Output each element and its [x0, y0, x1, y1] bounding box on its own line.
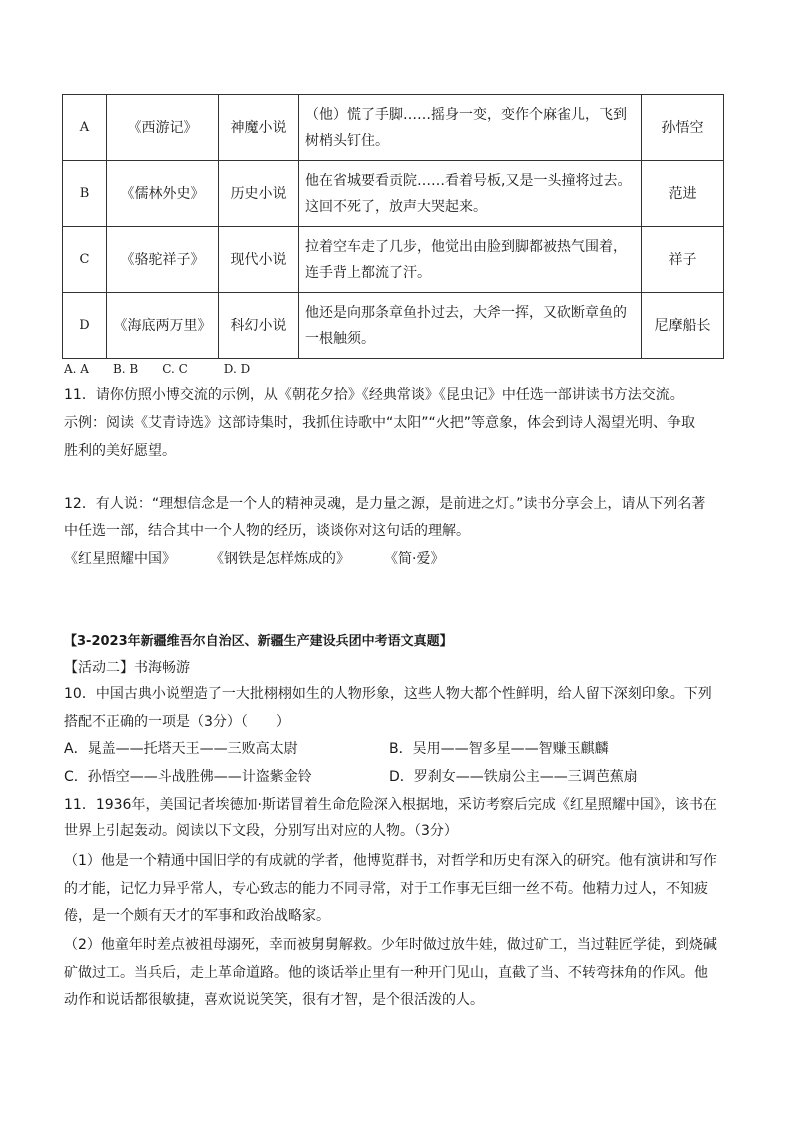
- q11b-prompt: 11．1936年，美国记者埃德加·斯诺冒着生命危险深入根据地，采访考察后完成《红星照耀中国》，该书在: [64, 797, 717, 813]
- section-title: 【3-2023年新疆维吾尔自治区、新疆生产建设兵团中考语文真题】: [64, 634, 453, 649]
- excerpt-line: 连手背上都流了汗。: [305, 264, 431, 281]
- genre: 科幻小说: [219, 293, 299, 359]
- q11-example-cont: 胜利的美好愿望。: [64, 443, 176, 459]
- excerpt-line: 拉着空车走了几步，他觉出由脸到脚都被热气围着，: [305, 238, 627, 255]
- genre: 神魔小说: [219, 95, 299, 161]
- activity-heading: 【活动二】书海畅游: [64, 660, 190, 676]
- table-row: [63, 161, 724, 227]
- passage-2-line: 动作和说话都很敏捷，喜欢说说笑笑，很有才智，是个很活泼的人。: [64, 992, 484, 1008]
- option-letter: A: [63, 95, 107, 161]
- character: 范进: [642, 161, 724, 227]
- table-row: [63, 95, 724, 161]
- option-letter: C: [63, 227, 107, 293]
- excerpt-line: （他）慌了手脚……摇身一变，变作个麻雀儿，飞到: [305, 106, 627, 123]
- q11-example: 示例：阅读《艾青诗选》这部诗集时，我抓住诗歌中“太阳”“火把”等意象，体会到诗人渴望光明、争取: [64, 415, 696, 431]
- q10-option-a: A．晁盖——托塔天王——三败高太尉: [64, 741, 298, 757]
- excerpt-line: 他在省城要看贡院……看着号板,又是一头撞将过去。: [305, 172, 632, 189]
- passage-2-line: （2）他童年时差点被祖母溺死，幸而被舅舅解救。少年时做过放牛娃，做过矿工，当过鞋匠学徒，到烧碱: [64, 937, 717, 953]
- option-letter: B: [63, 161, 107, 227]
- genre: 历史小说: [219, 161, 299, 227]
- q12-book: 《红星照耀中国》: [64, 551, 176, 567]
- excerpt-line: 这回不死了，放声大哭起来。: [305, 198, 487, 215]
- excerpt: [299, 161, 642, 227]
- work-title: 《骆驼祥子》: [107, 227, 219, 293]
- passage-1-line: （1）他是一个精通中国旧学的有成就的学者，他博览群书，对哲学和历史有深入的研究。他有演讲和写作: [64, 853, 717, 869]
- q11-prompt: 11．请你仿照小博交流的示例，从《朝花夕拾》《经典常谈》《昆虫记》中任选一部讲读书方法交流。: [64, 387, 684, 403]
- q12-prompt: 12．有人说：“理想信念是一个人的精神灵魂，是力量之源，是前进之灯。”读书分享会上，请从下列名著: [64, 496, 706, 512]
- table-row: [63, 293, 724, 359]
- character: 尼摩船长: [642, 293, 724, 359]
- q12-prompt-cont: 中任选一部，结合其中一个人物的经历，谈谈你对这句话的理解。: [64, 523, 470, 539]
- excerpt: [299, 95, 642, 161]
- passage-2-line: 矿做过工。当兵后，走上革命道路。他的谈话举止里有一种开门见山，直截了当、不转弯抹角的作风。他: [64, 965, 708, 981]
- q12-book: 《简·爱》: [384, 551, 445, 567]
- q10-option-c: C．孙悟空——斗战胜佛——计盗紫金铃: [64, 769, 312, 785]
- option-letter: D: [63, 293, 107, 359]
- q12-book: 《钢铁是怎样炼成的》: [210, 551, 350, 567]
- novel-match-table: [62, 94, 724, 359]
- passage-1-line: 倦，是一个颇有天才的军事和政治战略家。: [64, 908, 330, 924]
- work-title: 《儒林外史》: [107, 161, 219, 227]
- excerpt-line: 一根触须。: [305, 330, 375, 347]
- work-title: 《西游记》: [107, 95, 219, 161]
- work-title: 《海底两万里》: [107, 293, 219, 359]
- character: 孙悟空: [642, 95, 724, 161]
- q10-option-d: D．罗刹女——铁扇公主——三调芭蕉扇: [389, 769, 638, 785]
- q10-prompt: 10．中国古典小说塑造了一大批栩栩如生的人物形象，这些人物大都个性鲜明，给人留下深刻印象。下列: [64, 686, 712, 702]
- q10-prompt-cont: 搭配不正确的一项是（3分）（ ）: [64, 714, 290, 730]
- passage-1-line: 的才能，记忆力异乎常人，专心致志的能力不同寻常，对于工作事无巨细一丝不苟。他精力过人，不知疲: [64, 881, 708, 897]
- answer-options: A. A B. B C. C D. D: [64, 362, 251, 376]
- excerpt: [299, 293, 642, 359]
- excerpt-line: 他还是向那条章鱼扑过去，大斧一挥，又砍断章鱼的: [305, 304, 627, 321]
- character: 祥子: [642, 227, 724, 293]
- genre: 现代小说: [219, 227, 299, 293]
- excerpt: [299, 227, 642, 293]
- excerpt-line: 树梢头钉住。: [305, 132, 389, 149]
- q11b-prompt-cont: 世界上引起轰动。阅读以下文段，分别写出对应的人物。（3分）: [64, 823, 458, 839]
- table-row: [63, 227, 724, 293]
- q10-option-b: B．吴用——智多星——智赚玉麒麟: [389, 741, 609, 757]
